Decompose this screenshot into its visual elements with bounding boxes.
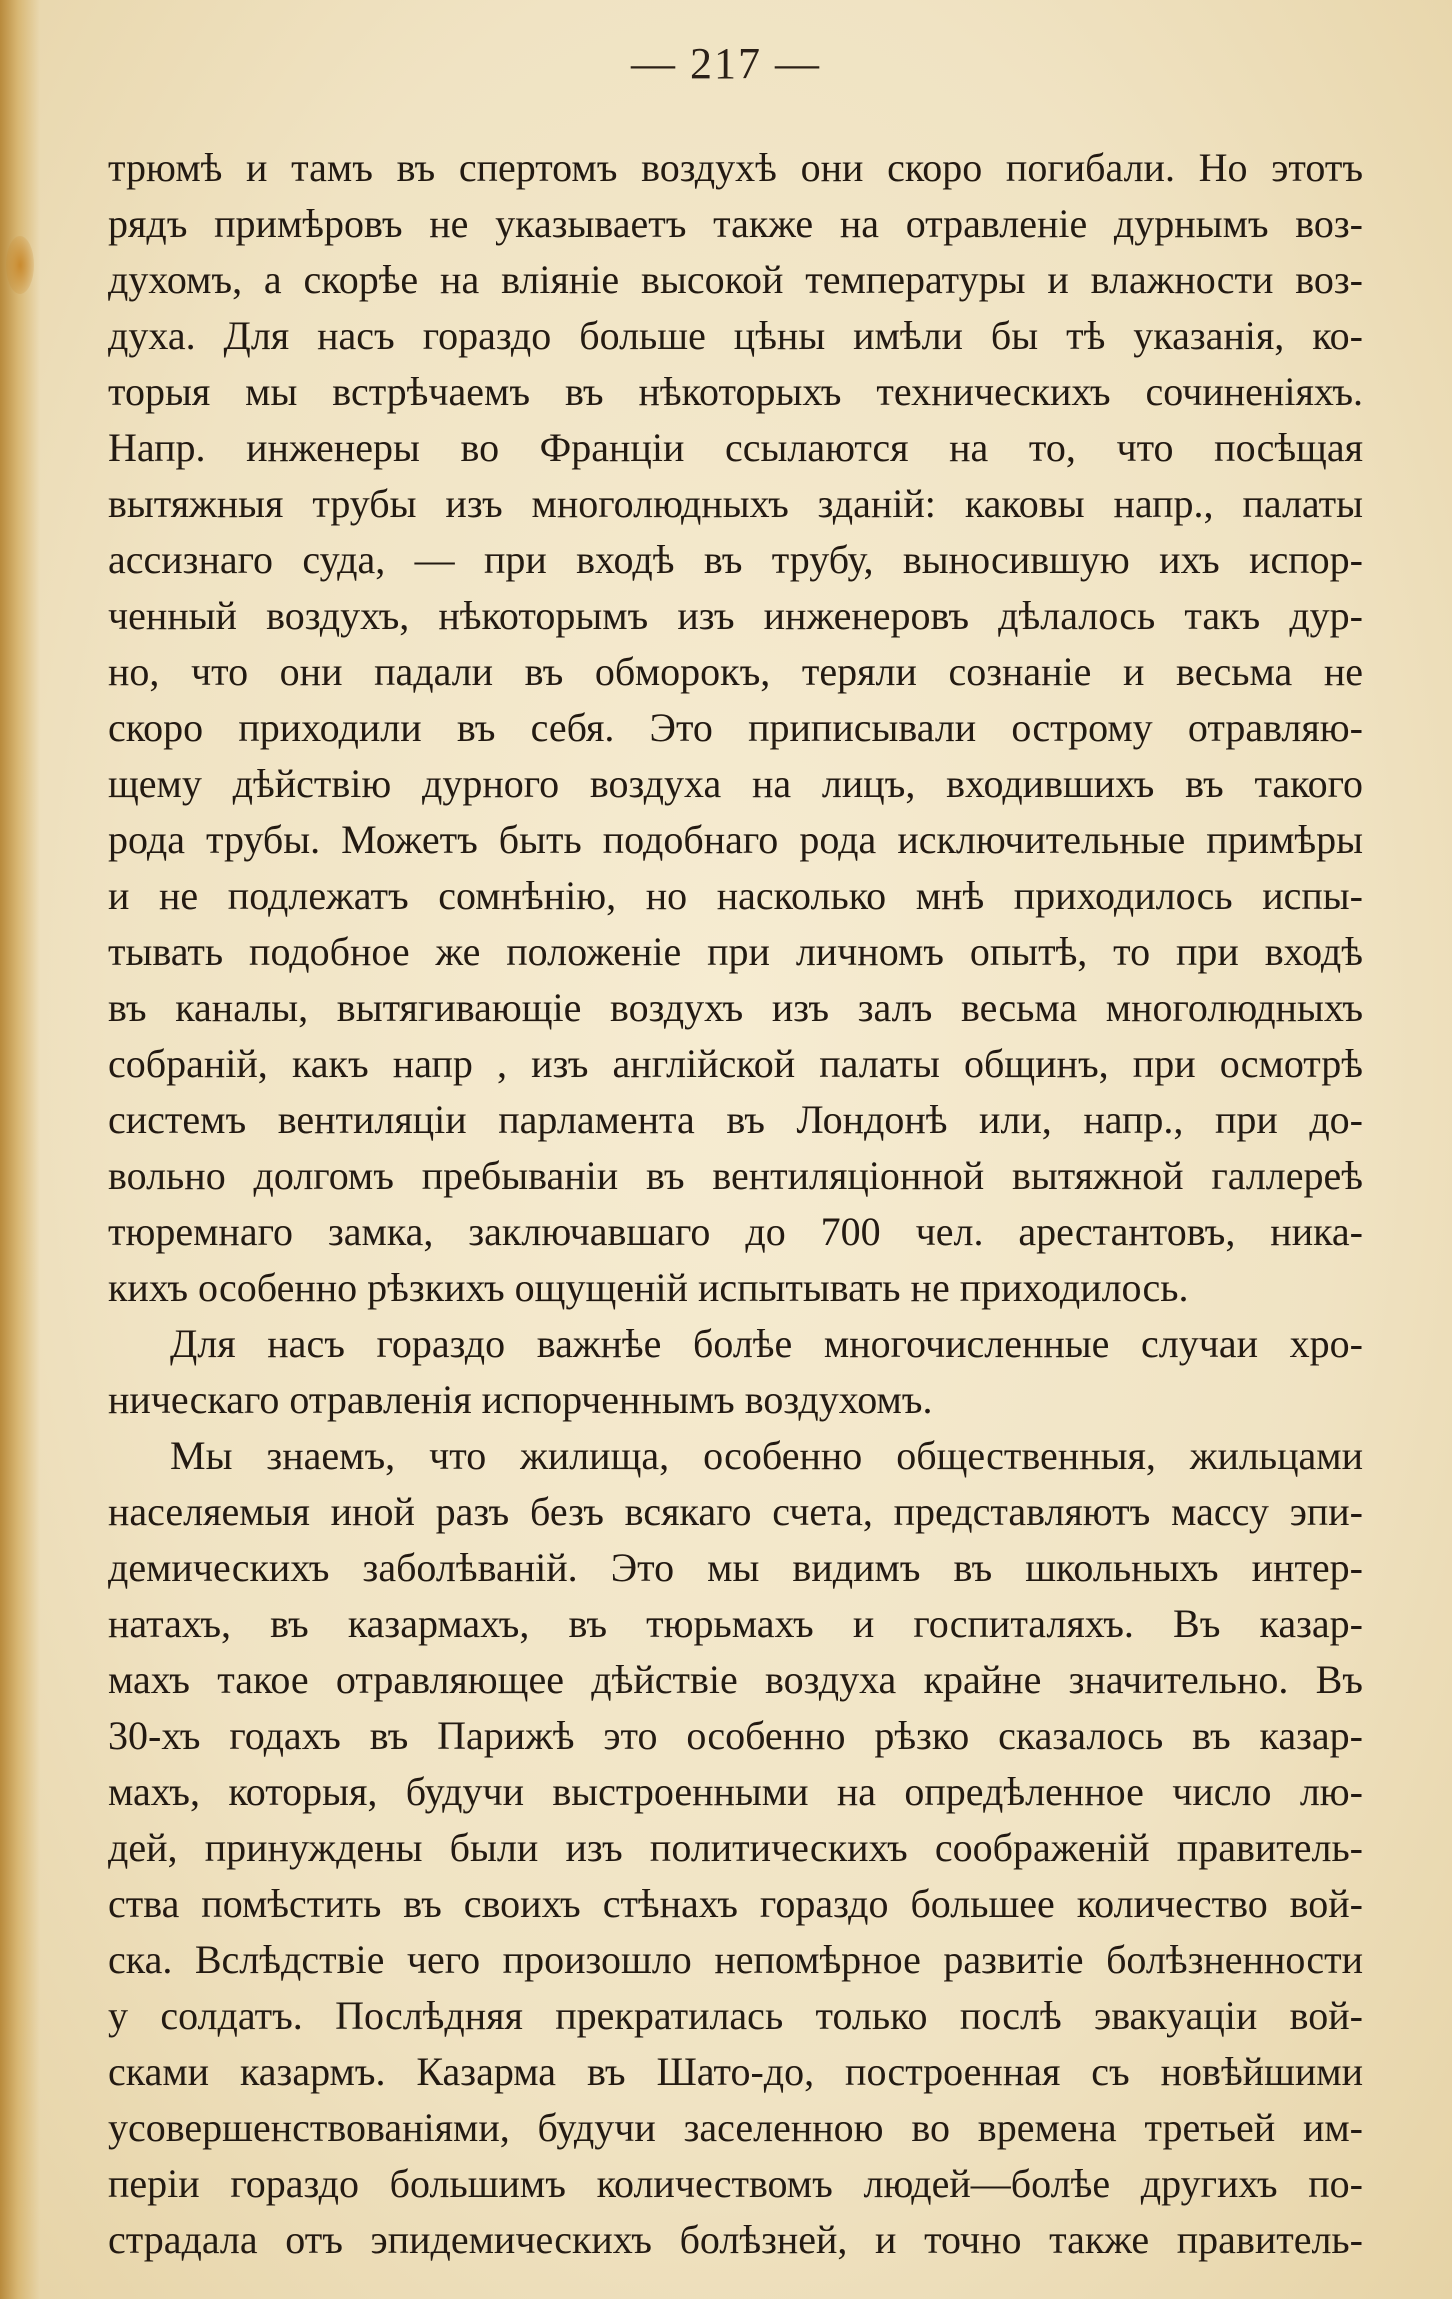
- text-line: и не подлежатъ сомнѣнію, но насколько мнѣ приходилось испы-: [108, 873, 1363, 918]
- text-line: духа. Для насъ гораздо больше цѣны имѣли бы тѣ указанія, ко-: [108, 313, 1363, 358]
- text-line: трюмѣ и тамъ въ спертомъ воздухѣ они скоро погибали. Но этотъ: [108, 145, 1363, 190]
- page-number: — 217 —: [631, 39, 821, 88]
- text-line: но, что они падали въ обморокъ, теряли сознаніе и весьма не: [108, 649, 1363, 694]
- text-line: въ каналы, вытягивающіе воздухъ изъ залъ весьма многолюдныхъ: [108, 985, 1363, 1030]
- text-line: скоро приходили въ себя. Это приписывали острому отравляю-: [108, 705, 1363, 750]
- text-line: населяемыя иной разъ безъ всякаго счета, представляютъ массу эпи-: [108, 1489, 1363, 1534]
- text-line: щему дѣйствію дурного воздуха на лицъ, входившихъ въ такого: [108, 761, 1363, 806]
- page-binding-edge: [0, 0, 40, 2299]
- body-text: [108, 140, 1363, 2268]
- paper-stain: [6, 236, 34, 294]
- text-line: сками казармъ. Казарма въ Шато-до, построенная съ новѣйшими: [108, 2049, 1363, 2094]
- text-line: тюремнаго замка, заключавшаго до 700 чел. арестантовъ, ника-: [108, 1209, 1363, 1254]
- text-line: демическихъ заболѣваній. Это мы видимъ въ школьныхъ интер-: [108, 1545, 1363, 1590]
- text-line: ска. Вслѣдствіе чего произошло непомѣрное развитіе болѣзненности: [108, 1937, 1363, 1982]
- text-line: 30-хъ годахъ въ Парижѣ это особенно рѣзко сказалось въ казар-: [108, 1713, 1363, 1758]
- text-line: ническаго отравленія испорченнымъ воздухомъ.: [108, 1377, 933, 1422]
- text-line: рядъ примѣровъ не указываетъ также на отравленіе дурнымъ воз-: [108, 201, 1363, 246]
- text-line: натахъ, въ казармахъ, въ тюрьмахъ и госпиталяхъ. Въ казар-: [108, 1601, 1363, 1646]
- text-line: усовершенствованіями, будучи заселенною во времена третьей им-: [108, 2105, 1363, 2150]
- text-line: махъ такое отравляющее дѣйствіе воздуха крайне значительно. Въ: [108, 1657, 1363, 1702]
- text-line: системъ вентиляціи парламента въ Лондонѣ или, напр., при до-: [108, 1097, 1363, 1142]
- text-line: ства помѣстить въ своихъ стѣнахъ гораздо большее количество вой-: [108, 1881, 1363, 1926]
- text-line: дей, принуждены были изъ политическихъ соображеній правитель-: [108, 1825, 1363, 1870]
- text-line: торыя мы встрѣчаемъ въ нѣкоторыхъ техническихъ сочиненіяхъ.: [108, 369, 1363, 414]
- text-line: у солдатъ. Послѣдняя прекратилась только послѣ эвакуаціи вой-: [108, 1993, 1363, 2038]
- text-line: махъ, которыя, будучи выстроенными на опредѣленное число лю-: [108, 1769, 1363, 1814]
- text-line: Мы знаемъ, что жилища, особенно общественныя, жильцами: [170, 1433, 1363, 1478]
- text-line: кихъ особенно рѣзкихъ ощущеній испытывать не приходилось.: [108, 1265, 1189, 1310]
- text-line: рода трубы. Можетъ быть подобнаго рода исключительные примѣры: [108, 817, 1363, 862]
- text-line: вытяжныя трубы изъ многолюдныхъ зданій: каковы напр., палаты: [108, 481, 1363, 526]
- text-line: періи гораздо большимъ количествомъ людей—болѣе другихъ по-: [108, 2161, 1363, 2206]
- text-line: ассизнаго суда, — при входѣ въ трубу, выносившую ихъ испор-: [108, 537, 1363, 582]
- text-line: духомъ, а скорѣе на вліяніе высокой температуры и влажности воз-: [108, 257, 1363, 302]
- text-line: страдала отъ эпидемическихъ болѣзней, и точно также правитель-: [108, 2217, 1363, 2262]
- text-line: Для насъ гораздо важнѣе болѣе многочисленные случаи хро-: [170, 1321, 1363, 1366]
- text-line: вольно долгомъ пребываніи въ вентиляціонной вытяжной галлереѣ: [108, 1153, 1363, 1198]
- text-line: Напр. инженеры во Франціи ссылаются на то, что посѣщая: [108, 425, 1363, 470]
- text-line: собраній, какъ напр , изъ англійской палаты общинъ, при осмотрѣ: [108, 1041, 1363, 1086]
- text-line: тывать подобное же положеніе при личномъ опытѣ, то при входѣ: [108, 929, 1363, 974]
- text-line: ченный воздухъ, нѣкоторымъ изъ инженеровъ дѣлалось такъ дур-: [108, 593, 1363, 638]
